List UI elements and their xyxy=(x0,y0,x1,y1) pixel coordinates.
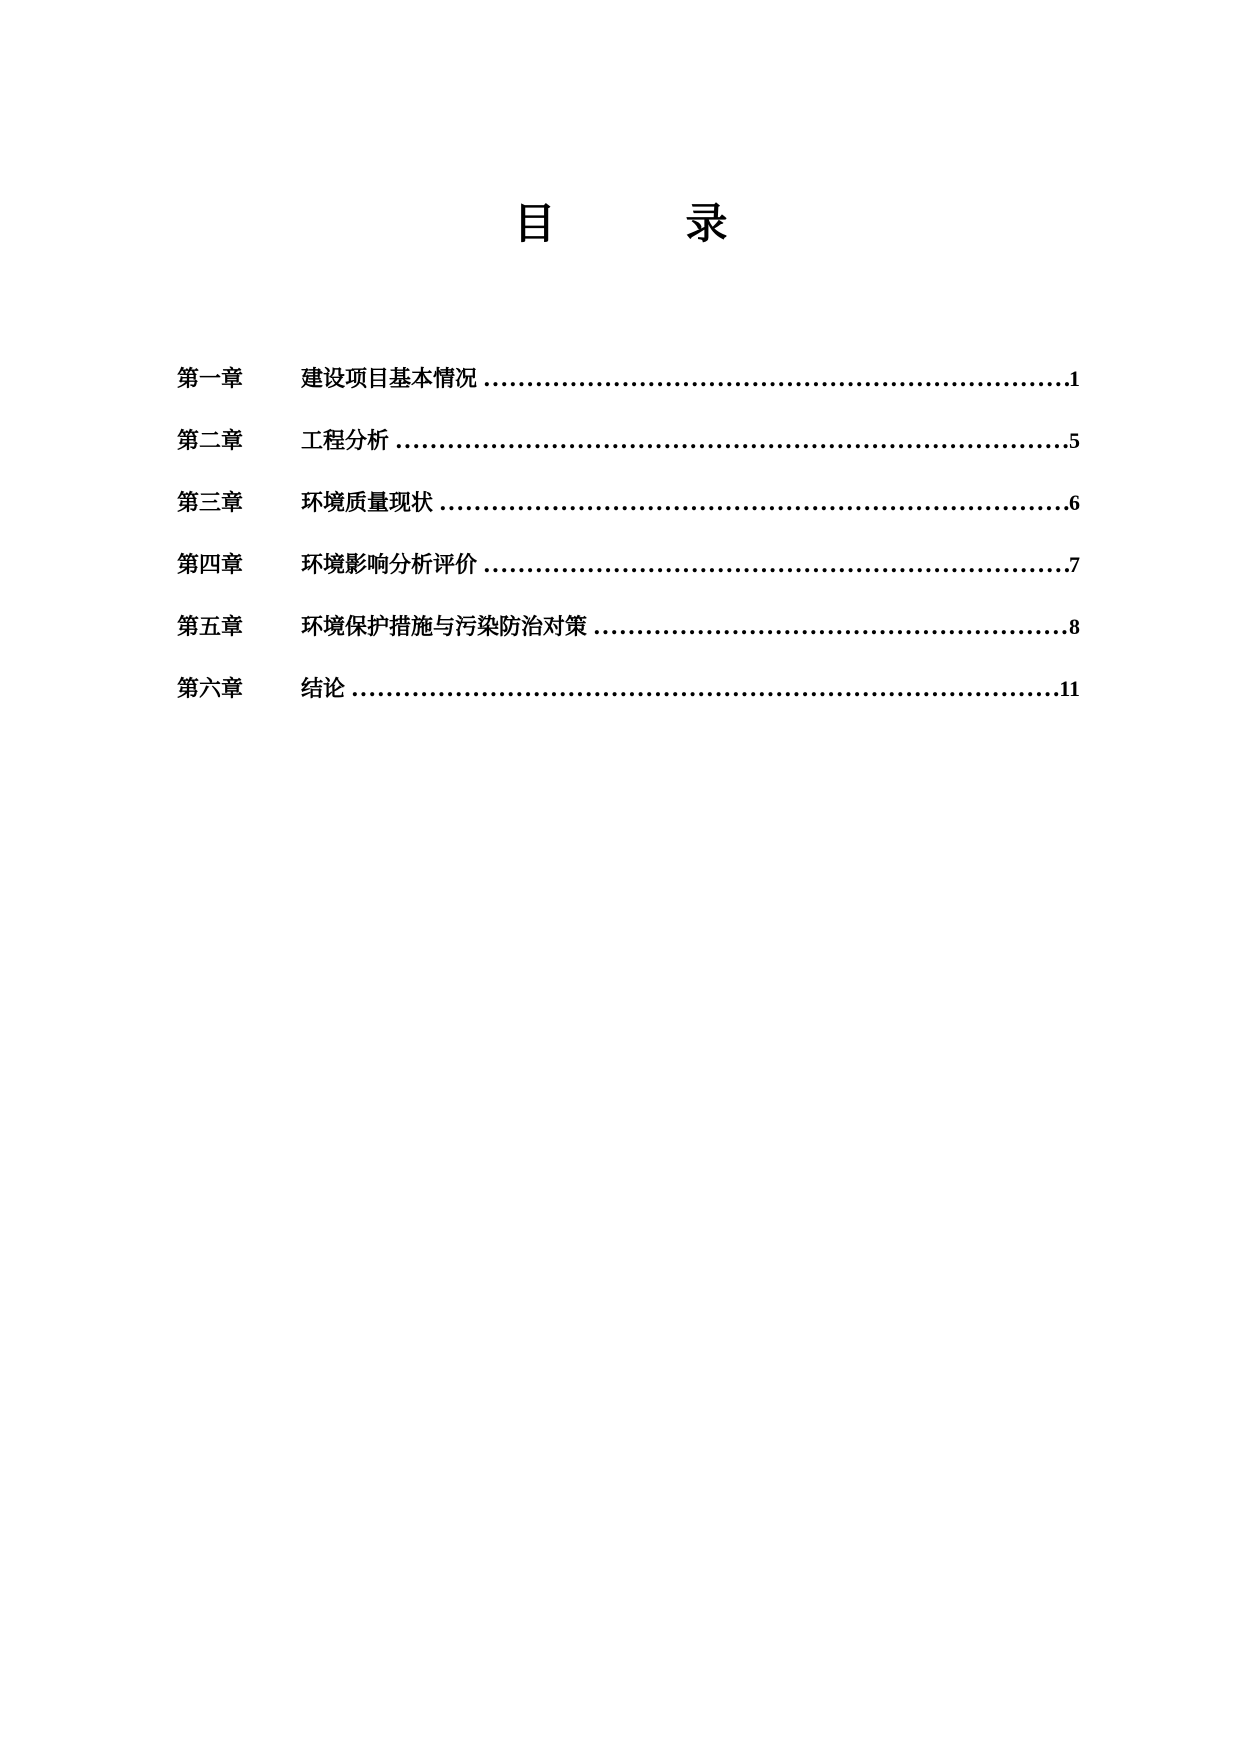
table-of-contents xyxy=(177,364,1080,736)
toc-chapter-number: 第一章 xyxy=(177,366,244,392)
toc-chapter-title: 结论 xyxy=(301,676,346,702)
toc-page-number: 7 xyxy=(1069,552,1080,577)
toc-chapter-title: 环境保护措施与污染防治对策 xyxy=(301,614,588,640)
toc-chapter-title: 建设项目基本情况 xyxy=(301,366,478,392)
toc-chapter-number: 第四章 xyxy=(177,552,244,578)
toc-entry[interactable] xyxy=(177,612,1080,674)
toc-entry[interactable] xyxy=(177,426,1080,488)
toc-chapter-title: 环境质量现状 xyxy=(301,490,434,516)
toc-dot-leader xyxy=(593,612,1069,642)
toc-chapter-title: 工程分析 xyxy=(301,428,390,454)
toc-entry[interactable] xyxy=(177,550,1080,612)
toc-chapter-number: 第三章 xyxy=(177,490,244,516)
toc-chapter-number: 第六章 xyxy=(177,676,244,702)
toc-page-number: 8 xyxy=(1069,614,1080,639)
toc-page-number: 5 xyxy=(1069,428,1080,453)
toc-page-number: 1 xyxy=(1069,366,1080,391)
toc-entry[interactable] xyxy=(177,488,1080,550)
toc-entry[interactable] xyxy=(177,364,1080,426)
toc-page-number: 6 xyxy=(1069,490,1080,515)
toc-dot-leader xyxy=(483,364,1069,394)
toc-dot-leader xyxy=(439,488,1069,518)
toc-entry[interactable] xyxy=(177,674,1080,736)
toc-chapter-number: 第五章 xyxy=(177,614,244,640)
toc-dot-leader xyxy=(395,426,1069,456)
toc-chapter-title: 环境影响分析评价 xyxy=(301,552,478,578)
page-title: 目 录 xyxy=(513,199,772,248)
toc-dot-leader xyxy=(483,550,1069,580)
toc-chapter-number: 第二章 xyxy=(177,428,244,454)
toc-dot-leader xyxy=(351,674,1059,704)
toc-page-number: 11 xyxy=(1059,676,1080,701)
